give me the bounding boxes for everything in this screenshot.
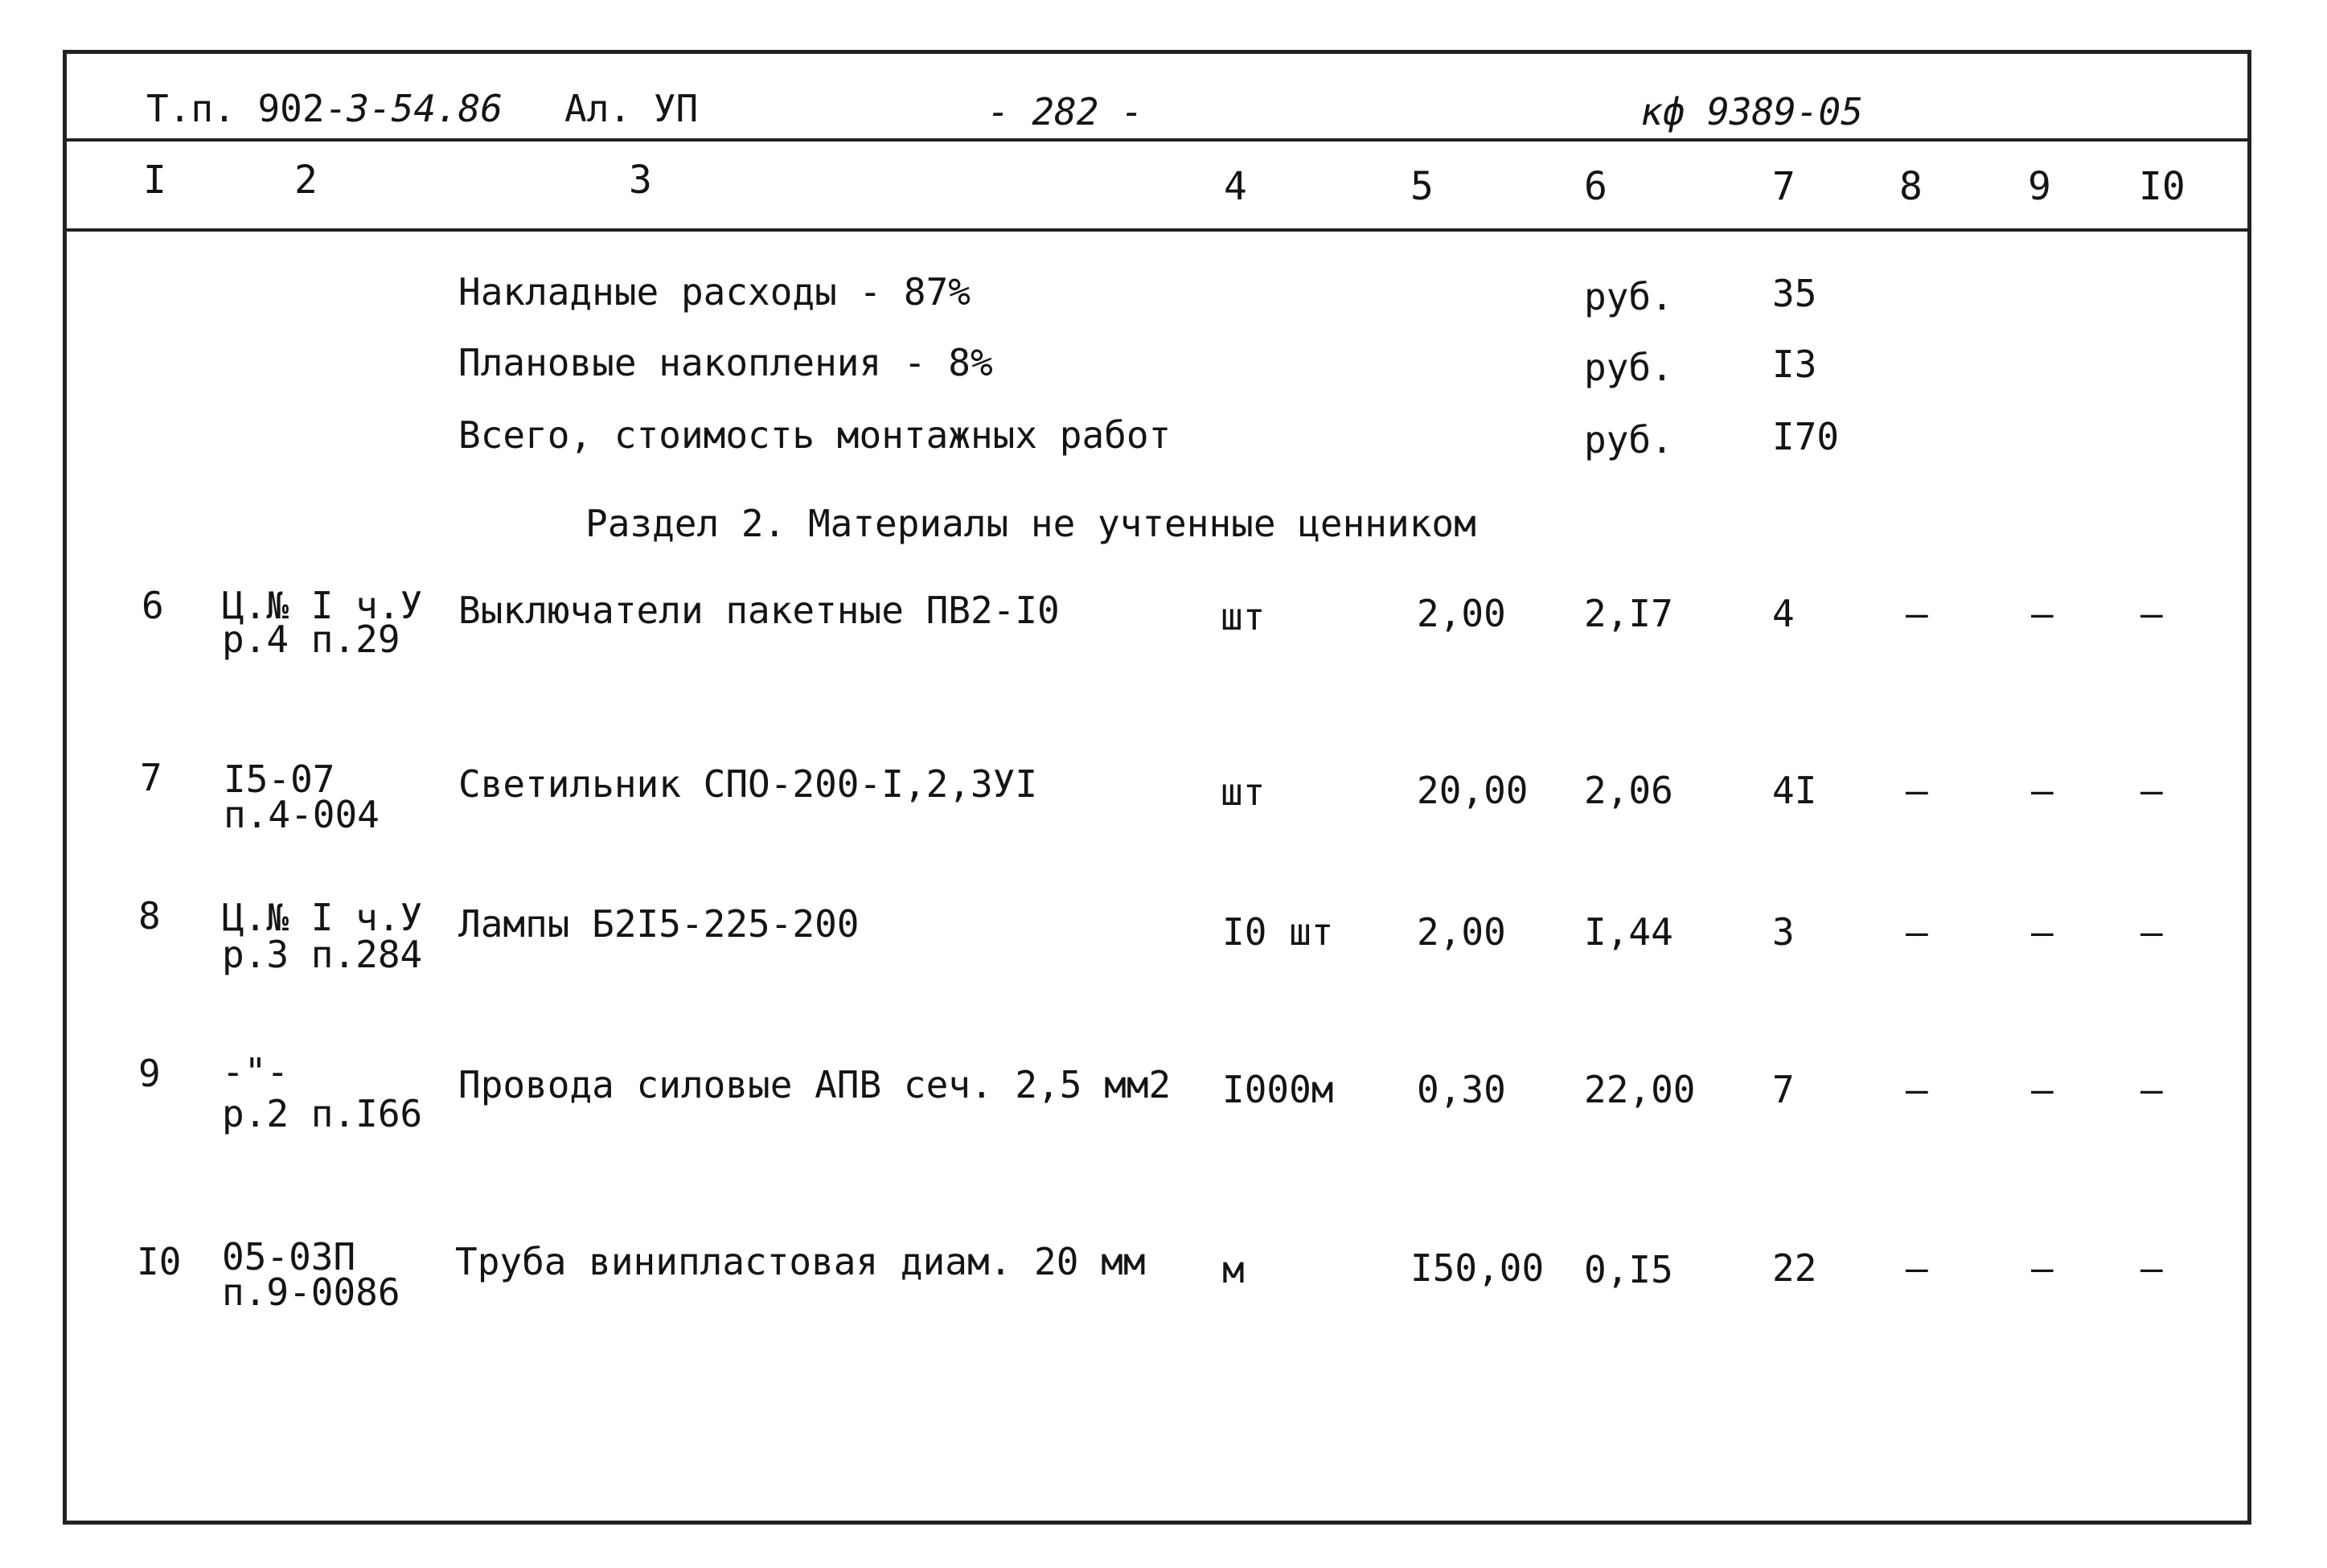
- section-title: Раздел 2. Материалы не учтенные ценником: [585, 502, 1476, 545]
- row-10-col9: –: [2031, 1246, 2054, 1290]
- row-8-unit: I0 шт: [1222, 910, 1334, 954]
- album-label: Ал. УП: [564, 87, 699, 130]
- column-header-6: 6: [1584, 164, 1607, 209]
- column-header-1: I: [143, 158, 166, 203]
- summary-unit-overhead: руб.: [1584, 275, 1673, 318]
- row-9-price: 22,00: [1584, 1068, 1696, 1111]
- row-6-col10: –: [2140, 592, 2163, 635]
- column-header-7: 7: [1772, 164, 1796, 209]
- row-6-number: 6: [142, 584, 164, 627]
- row-8-col10: –: [2140, 910, 2163, 954]
- registry-code: кф 9389-05: [1640, 90, 1863, 133]
- header-divider: [63, 138, 2251, 142]
- summary-unit-planned: руб.: [1584, 346, 1673, 389]
- row-6-col8: –: [1906, 592, 1928, 635]
- row-6-total: 4: [1772, 592, 1795, 635]
- row-8-price: I,44: [1584, 910, 1673, 954]
- row-9-col9: –: [2031, 1068, 2054, 1111]
- row-6-ref-line2: р.4 п.29: [222, 618, 400, 661]
- row-10-ref-line2: п.9-0086: [222, 1270, 400, 1314]
- row-10-price: 0,I5: [1584, 1248, 1673, 1291]
- row-10-total: 22: [1772, 1246, 1817, 1290]
- row-7-number: 7: [140, 756, 162, 799]
- summary-label-overhead: Накладные расходы - 87%: [458, 270, 971, 314]
- row-8-ref-line2: р.3 п.284: [222, 933, 423, 976]
- row-9-qty: 0,30: [1417, 1068, 1506, 1111]
- row-7-name: Светильник СПО-200-I,2,3УI: [458, 762, 1038, 806]
- column-header-10: I0: [2139, 164, 2185, 209]
- row-7-qty: 20,00: [1417, 769, 1529, 812]
- row-9-col8: –: [1906, 1068, 1928, 1111]
- row-10-unit: м: [1222, 1248, 1245, 1291]
- row-9-unit: I000м: [1222, 1068, 1334, 1111]
- row-9-ref-line1: -"-: [222, 1050, 289, 1094]
- summary-value-overhead: 35: [1772, 272, 1817, 315]
- row-10-col8: –: [1906, 1246, 1928, 1290]
- row-6-col9: –: [2031, 592, 2054, 635]
- row-10-col10: –: [2140, 1246, 2163, 1290]
- row-7-unit: шт: [1221, 770, 1266, 814]
- project-number: [146, 87, 503, 130]
- row-7-col10: –: [2140, 769, 2163, 812]
- row-10-ref-line1: 05-03П: [222, 1235, 356, 1279]
- project-code: 3-54.86: [347, 87, 503, 130]
- column-header-4: 4: [1224, 164, 1247, 209]
- row-8-name: Лампы Б2I5-225-200: [458, 902, 860, 946]
- row-9-total: 7: [1772, 1068, 1795, 1111]
- row-7-ref-line1: I5-07: [224, 757, 335, 801]
- row-7-col8: –: [1906, 769, 1928, 812]
- row-6-name: Выключатели пакетные ПВ2-I0: [458, 589, 1060, 632]
- row-7-total: 4I: [1772, 769, 1817, 812]
- summary-value-planned: I3: [1772, 343, 1817, 386]
- column-header-9: 9: [2028, 164, 2051, 209]
- project-prefix: Т.п. 902-: [146, 87, 347, 130]
- row-6-qty: 2,00: [1417, 592, 1506, 635]
- row-10-qty: I50,00: [1410, 1246, 1545, 1290]
- row-8-total: 3: [1772, 910, 1795, 954]
- row-6-price: 2,I7: [1584, 592, 1673, 635]
- row-8-qty: 2,00: [1417, 910, 1506, 954]
- summary-unit-total: руб.: [1584, 418, 1673, 462]
- row-7-col9: –: [2031, 769, 2054, 812]
- row-7-price: 2,06: [1584, 769, 1673, 812]
- row-8-col8: –: [1906, 910, 1928, 954]
- column-header-divider: [63, 228, 2251, 232]
- summary-label-total: Всего, стоимость монтажных работ: [458, 413, 1172, 457]
- row-8-col9: –: [2031, 910, 2054, 954]
- row-10-number: I0: [137, 1240, 182, 1283]
- row-8-number: 8: [138, 894, 161, 938]
- row-7-ref-line2: п.4-004: [224, 793, 380, 836]
- summary-value-total: I70: [1772, 415, 1840, 458]
- row-9-ref-line2: р.2 п.I66: [222, 1092, 423, 1135]
- row-9-number: 9: [138, 1052, 161, 1095]
- row-6-ref-line1: Ц.№ I ч.У: [222, 584, 423, 627]
- row-9-col10: –: [2140, 1068, 2163, 1111]
- row-9-name: Провода силовые АПВ сеч. 2,5 мм2: [458, 1063, 1172, 1106]
- row-8-ref-line1: Ц.№ I ч.У: [222, 896, 423, 939]
- column-header-5: 5: [1410, 164, 1434, 209]
- summary-label-planned: Плановые накопления - 8%: [458, 341, 993, 384]
- column-header-3: 3: [629, 158, 652, 203]
- column-header-2: 2: [294, 158, 318, 203]
- page-number: - 282 -: [987, 90, 1143, 133]
- row-6-unit: шт: [1221, 595, 1266, 638]
- column-header-8: 8: [1899, 164, 1923, 209]
- row-10-name: Труба винипластовая диам. 20 мм: [455, 1240, 1146, 1283]
